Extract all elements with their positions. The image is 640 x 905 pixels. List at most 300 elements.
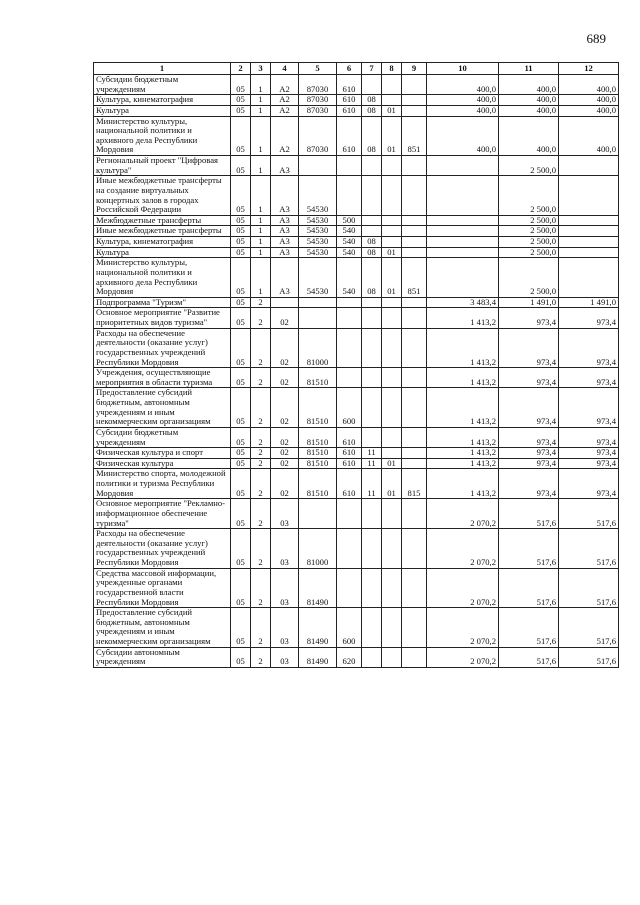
cell-amount-3 xyxy=(559,247,619,258)
header-row xyxy=(94,63,619,75)
cell-gp: 05 xyxy=(231,499,251,529)
col-header: 1 xyxy=(94,63,231,75)
cell-amount-1 xyxy=(427,237,499,248)
cell-om: А3 xyxy=(271,156,299,176)
cell-direction: 54530 xyxy=(299,247,337,258)
cell-expense-type xyxy=(337,328,362,368)
cell-subsection xyxy=(382,448,402,459)
cell-om: А3 xyxy=(271,226,299,237)
cell-ministry: 851 xyxy=(402,258,427,298)
row-name: Предоставление субсидий бюджетным, автономным учреждениям и иным некоммерческим организациям xyxy=(94,608,231,648)
cell-expense-type: 500 xyxy=(337,215,362,226)
cell-pp: 2 xyxy=(251,608,271,648)
cell-amount-2: 517,6 xyxy=(499,529,559,569)
cell-pp: 2 xyxy=(251,499,271,529)
cell-gp: 05 xyxy=(231,105,251,116)
cell-ministry xyxy=(402,458,427,469)
cell-section: 08 xyxy=(362,105,382,116)
cell-amount-3 xyxy=(559,215,619,226)
cell-amount-2: 2 500,0 xyxy=(499,156,559,176)
cell-ministry xyxy=(402,427,427,447)
cell-expense-type xyxy=(337,368,362,388)
row-name: Основное мероприятие "Рекламно-информационное обеспечение туризма" xyxy=(94,499,231,529)
cell-pp: 2 xyxy=(251,568,271,608)
cell-amount-1: 2 070,2 xyxy=(427,608,499,648)
row-name: Учреждения, осуществляющие мероприятия в области туризма xyxy=(94,368,231,388)
table-row xyxy=(94,156,619,176)
cell-ministry xyxy=(402,237,427,248)
cell-amount-2: 2 500,0 xyxy=(499,226,559,237)
cell-amount-3: 400,0 xyxy=(559,95,619,106)
cell-om: 02 xyxy=(271,368,299,388)
table-row xyxy=(94,328,619,368)
cell-section xyxy=(362,297,382,308)
cell-amount-1: 1 413,2 xyxy=(427,368,499,388)
cell-om: 03 xyxy=(271,529,299,569)
cell-ministry xyxy=(402,215,427,226)
cell-pp: 2 xyxy=(251,388,271,428)
cell-section xyxy=(362,75,382,95)
cell-ministry: 815 xyxy=(402,469,427,499)
cell-section xyxy=(362,226,382,237)
cell-direction: 81000 xyxy=(299,328,337,368)
cell-expense-type: 610 xyxy=(337,469,362,499)
table-row xyxy=(94,237,619,248)
table-row xyxy=(94,75,619,95)
table-row xyxy=(94,308,619,328)
cell-expense-type: 540 xyxy=(337,237,362,248)
cell-ministry xyxy=(402,388,427,428)
cell-ministry xyxy=(402,226,427,237)
cell-section: 11 xyxy=(362,448,382,459)
cell-direction xyxy=(299,297,337,308)
cell-gp: 05 xyxy=(231,647,251,667)
cell-amount-3: 400,0 xyxy=(559,116,619,156)
cell-gp: 05 xyxy=(231,75,251,95)
cell-amount-1: 2 070,2 xyxy=(427,529,499,569)
col-header: 6 xyxy=(337,63,362,75)
cell-amount-2: 973,4 xyxy=(499,388,559,428)
cell-pp: 2 xyxy=(251,448,271,459)
cell-direction: 81510 xyxy=(299,368,337,388)
cell-gp: 05 xyxy=(231,247,251,258)
cell-amount-3 xyxy=(559,237,619,248)
row-name: Основное мероприятие "Развитие приоритетных видов туризма" xyxy=(94,308,231,328)
cell-amount-3: 973,4 xyxy=(559,388,619,428)
cell-amount-2: 1 491,0 xyxy=(499,297,559,308)
table-row xyxy=(94,247,619,258)
table-row xyxy=(94,458,619,469)
cell-subsection: 01 xyxy=(382,105,402,116)
cell-gp: 05 xyxy=(231,215,251,226)
cell-amount-3: 973,4 xyxy=(559,458,619,469)
cell-expense-type: 620 xyxy=(337,647,362,667)
cell-ministry xyxy=(402,95,427,106)
cell-section: 11 xyxy=(362,458,382,469)
cell-ministry xyxy=(402,608,427,648)
cell-om: 03 xyxy=(271,499,299,529)
cell-expense-type: 610 xyxy=(337,458,362,469)
row-name: Культура xyxy=(94,247,231,258)
cell-amount-3: 973,4 xyxy=(559,328,619,368)
cell-gp: 05 xyxy=(231,568,251,608)
cell-expense-type: 610 xyxy=(337,105,362,116)
cell-direction: 54530 xyxy=(299,258,337,298)
cell-om: А3 xyxy=(271,176,299,216)
cell-section xyxy=(362,647,382,667)
cell-ministry xyxy=(402,297,427,308)
cell-section xyxy=(362,156,382,176)
cell-direction: 81490 xyxy=(299,608,337,648)
col-header: 2 xyxy=(231,63,251,75)
cell-amount-2: 400,0 xyxy=(499,116,559,156)
cell-pp: 1 xyxy=(251,156,271,176)
cell-gp: 05 xyxy=(231,469,251,499)
table-row xyxy=(94,529,619,569)
cell-amount-2: 400,0 xyxy=(499,105,559,116)
cell-section: 08 xyxy=(362,116,382,156)
cell-amount-3 xyxy=(559,176,619,216)
table-row xyxy=(94,258,619,298)
col-header: 8 xyxy=(382,63,402,75)
cell-amount-1: 1 413,2 xyxy=(427,458,499,469)
cell-pp: 1 xyxy=(251,226,271,237)
row-name: Культура xyxy=(94,105,231,116)
cell-amount-3: 517,6 xyxy=(559,647,619,667)
cell-amount-2: 973,4 xyxy=(499,458,559,469)
cell-om: 03 xyxy=(271,568,299,608)
cell-pp: 2 xyxy=(251,308,271,328)
cell-subsection: 01 xyxy=(382,116,402,156)
cell-subsection xyxy=(382,568,402,608)
cell-gp: 05 xyxy=(231,388,251,428)
cell-ministry xyxy=(402,568,427,608)
cell-section xyxy=(362,328,382,368)
cell-expense-type: 610 xyxy=(337,116,362,156)
cell-amount-2: 2 500,0 xyxy=(499,247,559,258)
cell-amount-2: 400,0 xyxy=(499,95,559,106)
cell-amount-2: 973,4 xyxy=(499,448,559,459)
cell-ministry xyxy=(402,647,427,667)
cell-direction: 81510 xyxy=(299,427,337,447)
col-header: 12 xyxy=(559,63,619,75)
cell-amount-2: 973,4 xyxy=(499,328,559,368)
cell-subsection: 01 xyxy=(382,247,402,258)
cell-direction: 54530 xyxy=(299,226,337,237)
cell-pp: 1 xyxy=(251,75,271,95)
cell-amount-2: 517,6 xyxy=(499,568,559,608)
table-body xyxy=(94,75,619,668)
cell-amount-1: 400,0 xyxy=(427,95,499,106)
cell-ministry xyxy=(402,448,427,459)
cell-subsection xyxy=(382,75,402,95)
row-name: Предоставление субсидий бюджетным, автономным учреждениям и иным некоммерческим организациям xyxy=(94,388,231,428)
cell-pp: 2 xyxy=(251,328,271,368)
row-name: Подпрограмма "Туризм" xyxy=(94,297,231,308)
table-row xyxy=(94,368,619,388)
cell-direction: 81510 xyxy=(299,448,337,459)
cell-amount-2: 2 500,0 xyxy=(499,258,559,298)
cell-om: 03 xyxy=(271,647,299,667)
cell-om: А3 xyxy=(271,237,299,248)
cell-direction: 87030 xyxy=(299,116,337,156)
cell-direction: 81510 xyxy=(299,458,337,469)
table-row xyxy=(94,116,619,156)
cell-pp: 2 xyxy=(251,469,271,499)
cell-amount-2: 517,6 xyxy=(499,647,559,667)
cell-om: 02 xyxy=(271,388,299,428)
cell-amount-3: 517,6 xyxy=(559,529,619,569)
cell-direction: 81490 xyxy=(299,647,337,667)
table-row xyxy=(94,95,619,106)
page-number: 689 xyxy=(586,31,606,46)
cell-om: 02 xyxy=(271,469,299,499)
cell-gp: 05 xyxy=(231,297,251,308)
cell-om: А3 xyxy=(271,215,299,226)
cell-amount-3: 973,4 xyxy=(559,448,619,459)
cell-ministry xyxy=(402,499,427,529)
cell-om: А2 xyxy=(271,105,299,116)
cell-section: 08 xyxy=(362,247,382,258)
table-row xyxy=(94,499,619,529)
cell-gp: 05 xyxy=(231,156,251,176)
cell-expense-type: 540 xyxy=(337,226,362,237)
cell-om: А2 xyxy=(271,75,299,95)
cell-subsection xyxy=(382,388,402,428)
cell-ministry xyxy=(402,247,427,258)
cell-amount-3 xyxy=(559,226,619,237)
cell-section xyxy=(362,499,382,529)
cell-amount-1 xyxy=(427,258,499,298)
cell-amount-1 xyxy=(427,226,499,237)
cell-expense-type xyxy=(337,499,362,529)
col-header: 3 xyxy=(251,63,271,75)
cell-pp: 2 xyxy=(251,529,271,569)
table-row xyxy=(94,176,619,216)
cell-subsection: 01 xyxy=(382,458,402,469)
cell-om: 03 xyxy=(271,608,299,648)
cell-amount-1 xyxy=(427,215,499,226)
cell-subsection xyxy=(382,647,402,667)
cell-pp: 1 xyxy=(251,176,271,216)
cell-amount-1: 1 413,2 xyxy=(427,308,499,328)
cell-gp: 05 xyxy=(231,529,251,569)
cell-amount-3: 973,4 xyxy=(559,469,619,499)
cell-pp: 2 xyxy=(251,647,271,667)
cell-subsection xyxy=(382,176,402,216)
cell-direction xyxy=(299,499,337,529)
cell-expense-type xyxy=(337,529,362,569)
cell-expense-type xyxy=(337,308,362,328)
cell-om: 02 xyxy=(271,458,299,469)
cell-pp: 1 xyxy=(251,247,271,258)
cell-subsection: 01 xyxy=(382,258,402,298)
cell-gp: 05 xyxy=(231,258,251,298)
col-header: 9 xyxy=(402,63,427,75)
cell-amount-1 xyxy=(427,176,499,216)
table-row xyxy=(94,448,619,459)
budget-table xyxy=(93,62,619,668)
cell-pp: 1 xyxy=(251,95,271,106)
row-name: Министерство спорта, молодежной политики и туризма Республики Мордовия xyxy=(94,469,231,499)
cell-gp: 05 xyxy=(231,328,251,368)
cell-ministry xyxy=(402,308,427,328)
row-name: Региональный проект "Цифровая культура" xyxy=(94,156,231,176)
cell-amount-2: 973,4 xyxy=(499,368,559,388)
row-name: Расходы на обеспечение деятельности (оказание услуг) государственных учреждений Республики Мордовия xyxy=(94,328,231,368)
col-header: 5 xyxy=(299,63,337,75)
cell-subsection xyxy=(382,95,402,106)
table-row xyxy=(94,469,619,499)
cell-direction: 87030 xyxy=(299,105,337,116)
cell-amount-1: 1 413,2 xyxy=(427,388,499,428)
cell-subsection xyxy=(382,427,402,447)
cell-subsection xyxy=(382,529,402,569)
cell-gp: 05 xyxy=(231,95,251,106)
cell-ministry xyxy=(402,156,427,176)
cell-pp: 1 xyxy=(251,237,271,248)
cell-amount-2: 973,4 xyxy=(499,427,559,447)
cell-section xyxy=(362,215,382,226)
cell-section xyxy=(362,368,382,388)
cell-expense-type: 610 xyxy=(337,448,362,459)
cell-om: А2 xyxy=(271,95,299,106)
cell-expense-type: 610 xyxy=(337,75,362,95)
cell-subsection xyxy=(382,156,402,176)
cell-section xyxy=(362,308,382,328)
cell-amount-1: 1 413,2 xyxy=(427,448,499,459)
cell-om: А2 xyxy=(271,116,299,156)
cell-om: 02 xyxy=(271,427,299,447)
cell-amount-1: 3 483,4 xyxy=(427,297,499,308)
cell-section xyxy=(362,388,382,428)
cell-ministry xyxy=(402,75,427,95)
table-row xyxy=(94,388,619,428)
cell-direction: 54530 xyxy=(299,176,337,216)
cell-direction: 81510 xyxy=(299,388,337,428)
cell-amount-2: 400,0 xyxy=(499,75,559,95)
cell-gp: 05 xyxy=(231,448,251,459)
cell-gp: 05 xyxy=(231,427,251,447)
cell-om: А3 xyxy=(271,247,299,258)
row-name: Министерство культуры, национальной политики и архивного дела Республики Мордовия xyxy=(94,258,231,298)
row-name: Расходы на обеспечение деятельности (оказание услуг) государственных учреждений Республики Мордовия xyxy=(94,529,231,569)
cell-om: А3 xyxy=(271,258,299,298)
cell-expense-type xyxy=(337,156,362,176)
cell-om: 02 xyxy=(271,448,299,459)
cell-amount-2: 2 500,0 xyxy=(499,176,559,216)
cell-amount-2: 2 500,0 xyxy=(499,237,559,248)
cell-amount-3: 973,4 xyxy=(559,427,619,447)
cell-section xyxy=(362,568,382,608)
cell-section: 08 xyxy=(362,258,382,298)
cell-direction: 87030 xyxy=(299,75,337,95)
table-row xyxy=(94,427,619,447)
row-name: Субсидии автономным учреждениям xyxy=(94,647,231,667)
cell-pp: 1 xyxy=(251,116,271,156)
table-row xyxy=(94,105,619,116)
col-header: 11 xyxy=(499,63,559,75)
cell-amount-2: 517,6 xyxy=(499,608,559,648)
cell-section xyxy=(362,176,382,216)
cell-amount-1: 1 413,2 xyxy=(427,427,499,447)
cell-pp: 1 xyxy=(251,258,271,298)
col-header: 4 xyxy=(271,63,299,75)
table-row xyxy=(94,297,619,308)
cell-amount-1: 400,0 xyxy=(427,75,499,95)
cell-amount-3: 517,6 xyxy=(559,568,619,608)
cell-direction xyxy=(299,156,337,176)
cell-subsection xyxy=(382,237,402,248)
row-name: Субсидии бюджетным учреждениям xyxy=(94,427,231,447)
cell-amount-3: 517,6 xyxy=(559,608,619,648)
cell-ministry xyxy=(402,105,427,116)
cell-gp: 05 xyxy=(231,176,251,216)
cell-direction: 81000 xyxy=(299,529,337,569)
cell-amount-3: 1 491,0 xyxy=(559,297,619,308)
cell-amount-3: 400,0 xyxy=(559,105,619,116)
cell-section xyxy=(362,427,382,447)
cell-subsection xyxy=(382,308,402,328)
table-row xyxy=(94,215,619,226)
cell-subsection xyxy=(382,608,402,648)
cell-pp: 2 xyxy=(251,427,271,447)
cell-direction: 54530 xyxy=(299,215,337,226)
cell-section xyxy=(362,608,382,648)
cell-om: 02 xyxy=(271,308,299,328)
cell-om xyxy=(271,297,299,308)
cell-section: 11 xyxy=(362,469,382,499)
cell-direction: 81510 xyxy=(299,469,337,499)
cell-amount-3: 973,4 xyxy=(559,368,619,388)
cell-gp: 05 xyxy=(231,458,251,469)
cell-amount-1: 400,0 xyxy=(427,105,499,116)
cell-amount-1: 2 070,2 xyxy=(427,647,499,667)
cell-gp: 05 xyxy=(231,368,251,388)
cell-amount-1: 2 070,2 xyxy=(427,568,499,608)
row-name: Культура, кинематография xyxy=(94,95,231,106)
row-name: Культура, кинематография xyxy=(94,237,231,248)
row-name: Физическая культура xyxy=(94,458,231,469)
cell-expense-type: 540 xyxy=(337,247,362,258)
row-name: Межбюджетные трансферты xyxy=(94,215,231,226)
row-name: Субсидии бюджетным учреждениям xyxy=(94,75,231,95)
cell-amount-3: 400,0 xyxy=(559,75,619,95)
row-name: Иные межбюджетные трансферты на создание виртуальных концертных залов в городах Российской Федерации xyxy=(94,176,231,216)
cell-pp: 2 xyxy=(251,458,271,469)
cell-subsection xyxy=(382,368,402,388)
cell-expense-type xyxy=(337,297,362,308)
cell-expense-type: 540 xyxy=(337,258,362,298)
row-name: Иные межбюджетные трансферты xyxy=(94,226,231,237)
cell-direction xyxy=(299,308,337,328)
cell-amount-2: 2 500,0 xyxy=(499,215,559,226)
cell-subsection: 01 xyxy=(382,469,402,499)
table-row xyxy=(94,568,619,608)
cell-subsection xyxy=(382,226,402,237)
cell-amount-2: 973,4 xyxy=(499,308,559,328)
cell-amount-3: 973,4 xyxy=(559,308,619,328)
cell-amount-1 xyxy=(427,156,499,176)
cell-ministry xyxy=(402,368,427,388)
cell-pp: 1 xyxy=(251,105,271,116)
table-row xyxy=(94,608,619,648)
cell-amount-3 xyxy=(559,156,619,176)
cell-pp: 2 xyxy=(251,297,271,308)
row-name: Министерство культуры, национальной политики и архивного дела Республики Мордовия xyxy=(94,116,231,156)
cell-amount-3 xyxy=(559,258,619,298)
cell-subsection xyxy=(382,499,402,529)
